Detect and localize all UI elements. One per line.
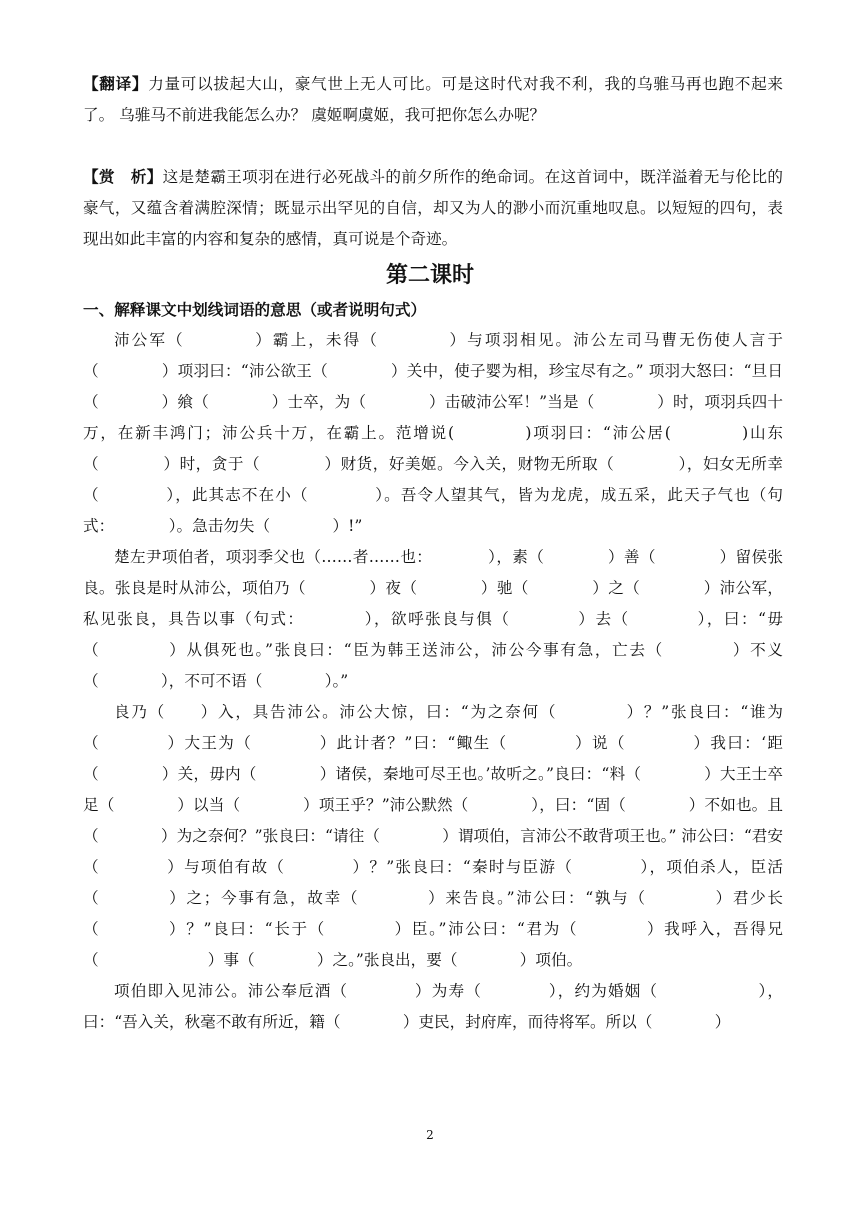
page-number: 2: [426, 1128, 434, 1142]
exercise-paragraph-2: 楚左尹项伯者，项羽季父也（……者……也： ），素（ ）善（ ）留侯张良。张良是时从沛公，项伯乃（ ）夜（ ）驰（ ）之（ ）沛公军，私见张良，具告以事（句式： ），欲呼张良与俱（ ）去（ ），曰：“毋（ ）从俱死也。”张良曰：“臣为韩王送沛公，沛公今事有急，亡去（ ）不义（ ），不可不语（ ）。”: [83, 548, 783, 690]
exercise-paragraph-4: 项伯即入见沛公。沛公奉卮酒（ ）为寿（ ），约为婚姻（ ），曰：“吾入关，秋毫不敢有所近，籍（ ）吏民，封府库，而待将军。所以（ ）: [83, 982, 783, 1031]
appreciation-paragraph: [83, 161, 783, 255]
translation-text: 力量可以拔起大山，豪气世上无人可比。可是这时代对我不利，我的乌骓马再也跑不起来了。 乌骓马不前进我能怎么办？ 虞姬啊虞姬，我可把你怎么办呢？: [83, 75, 783, 124]
translation-label: 【翻译】: [83, 74, 149, 93]
exercise-paragraph-3: 良乃（ ）入，具告沛公。沛公大惊，曰：“为之奈何（ ）？”张良曰：“谁为（ ）大王为（ ）此计者？”曰：“鲰生（ ）说（ ）我曰：‘距（ ）关，毋内（ ）诸侯，秦地可尽王也。’故听之。”良曰：“料（ ）大王士卒足（ ）以当（ ）项王乎？”沛公默然（ ），曰：“固（ ）不如也。且（ ）为之奈何？”张良曰：“请往（ ）谓项伯，言沛公不敢背项王也。” 沛公曰：“君安（ ）与项伯有故（ ）？”张良曰：“秦时与臣游（ ），项伯杀人，臣活（ ）之；今事有急，故幸（ ）来告良。”沛公曰：“孰与（ ）君少长（ ）？”良曰：“长于（ ）臣。”沛公曰：“君为（ ）我呼入，吾得兄（ ）事（ ）之。”张良出，要（ ）项伯。: [83, 703, 783, 969]
exercise-paragraph-1: 沛公军（ ）霸上，未得（ ）与项羽相见。沛公左司马曹无伤使人言于（ ）项羽曰：“沛公欲王（ ）关中，使子婴为相，珍宝尽有之。” 项羽大怒曰：“旦日（ ）飨（ ）士卒，为（ ）击破沛公军！”当是（ ）时，项羽兵四十万，在新丰鸿门；沛公兵十万，在霸上。范增说( )项羽曰：“沛公居( )山东（ ）时，贪于（ ）财货，好美姬。今入关，财物无所取（ ），妇女无所幸（ ），此其志不在小（ ）。吾令人望其气，皆为龙虎，成五采，此天子气也（句式： ）。急击勿失（ ）!”: [83, 331, 783, 535]
translation-paragraph: [83, 68, 783, 131]
section-heading: [83, 294, 783, 326]
appreciation-text: 这是楚霸王项羽在进行必死战斗的前夕所作的绝命词。在这首词中，既洋溢着无与伦比的豪气，又蕴含着满腔深情；既显示出罕见的自信，却又为人的渺小而沉重地叹息。以短短的四句，表现出如此丰富的内容和复杂的感情，真可说是个奇迹。: [83, 168, 783, 248]
appreciation-label: 【赏 析】: [83, 167, 163, 186]
exercise-body: [83, 325, 783, 1038]
lesson-title: 第二课时: [385, 262, 474, 288]
section-heading-text: 一、解释课文中划线词语的意思（或者说明句式）: [83, 300, 427, 319]
